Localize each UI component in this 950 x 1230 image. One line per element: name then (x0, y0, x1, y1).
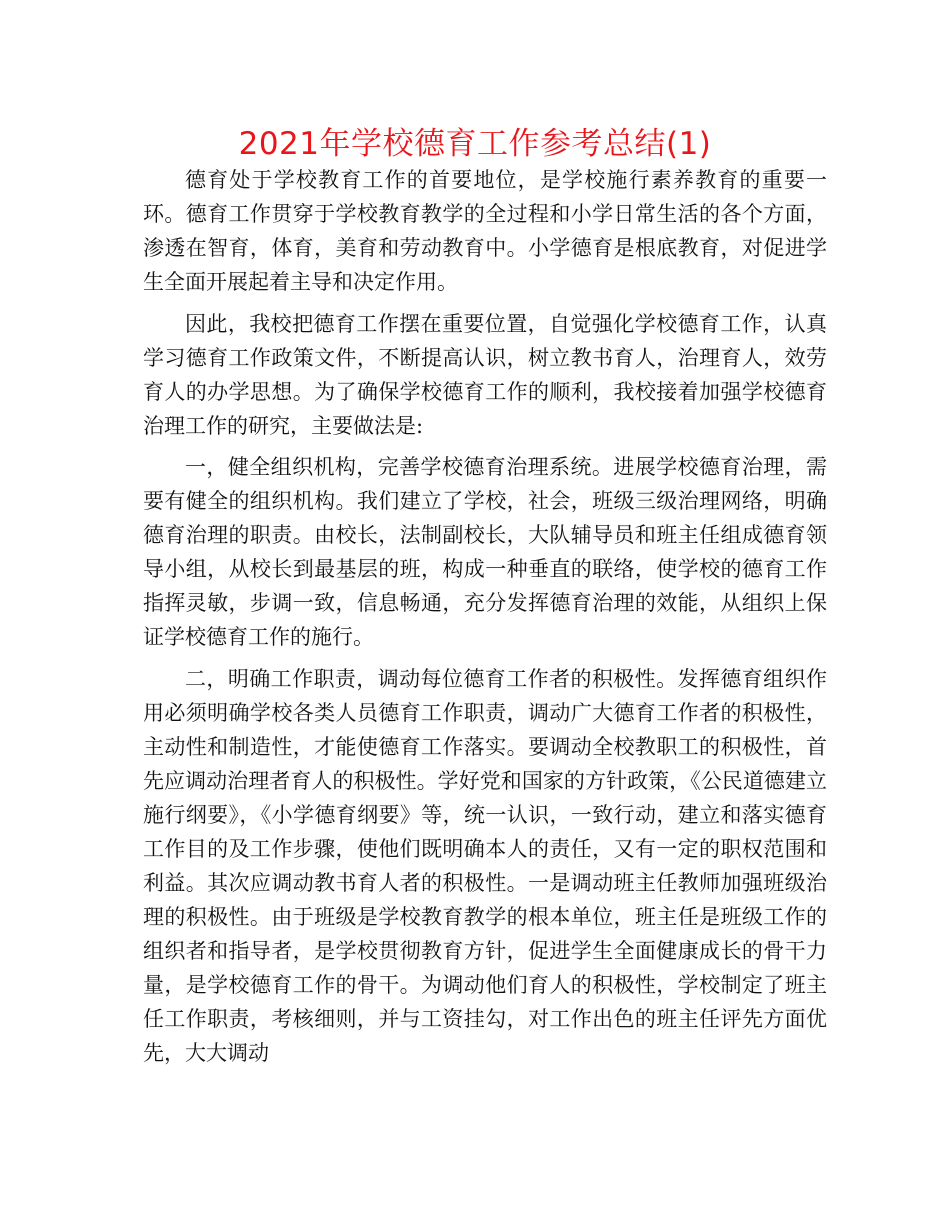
paragraph-1: 德育处于学校教育工作的首要地位，是学校施行素养教育的重要一环。德育工作贯穿于学校教育教学的全过程和小学日常生活的各个方面，渗透在智育，体育，美育和劳动教育中。小学德育是根底教育，对促进学生全面开展起着主导和决定作用。 (143, 168, 827, 294)
document-body (143, 163, 827, 1077)
paragraph-4: 二，明确工作职责，调动每位德育工作者的积极性。发挥德育组织作用必须明确学校各类人员德育工作职责，调动广大德育工作者的积极性，主动性和制造性，才能使德育工作落实。要调动全校教职工的积极性，首先应调动治理者育人的积极性。学好党和国家的方针政策，《公民道德建立施行纲要》，《小学德育纲要》等，统一认识，一致行动，建立和落实德育工作目的及工作步骤，使他们既明确本人的责任，又有一定的职权范围和利益。其次应调动教书育人者的积极性。一是调动班主任教师加强班级治理的积极性。由于班级是学校教育教学的根本单位，班主任是班级工作的组织者和指导者，是学校贯彻教育方针，促进学生全面健康成长的骨干力量，是学校德育工作的骨干。为调动他们育人的积极性，学校制定了班主任工作职责，考核细则，并与工资挂勾，对工作出色的班主任评先方面优先，大大调动 (143, 666, 827, 1065)
paragraph-3: 一，健全组织机构，完善学校德育治理系统。进展学校德育治理，需要有健全的组织机构。我们建立了学校，社会，班级三级治理网络，明确德育治理的职责。由校长，法制副校长，大队辅导员和班主任组成德育领导小组，从校长到最基层的班，构成一种垂直的联络，使学校的德育工作指挥灵敏，步调一致，信息畅通，充分发挥德育治理的效能，从组织上保证学校德育工作的施行。 (143, 455, 827, 650)
paragraph-2: 因此，我校把德育工作摆在重要位置，自觉强化学校德育工作，认真学习德育工作政策文件，不断提高认识，树立教书育人，治理育人，效劳育人的办学思想。为了确保学校德育工作的顺利，我校接着加强学校德育治理工作的研究，主要做法是: (143, 311, 827, 438)
document-title: 2021年学校德育工作参考总结(1) (238, 126, 712, 162)
